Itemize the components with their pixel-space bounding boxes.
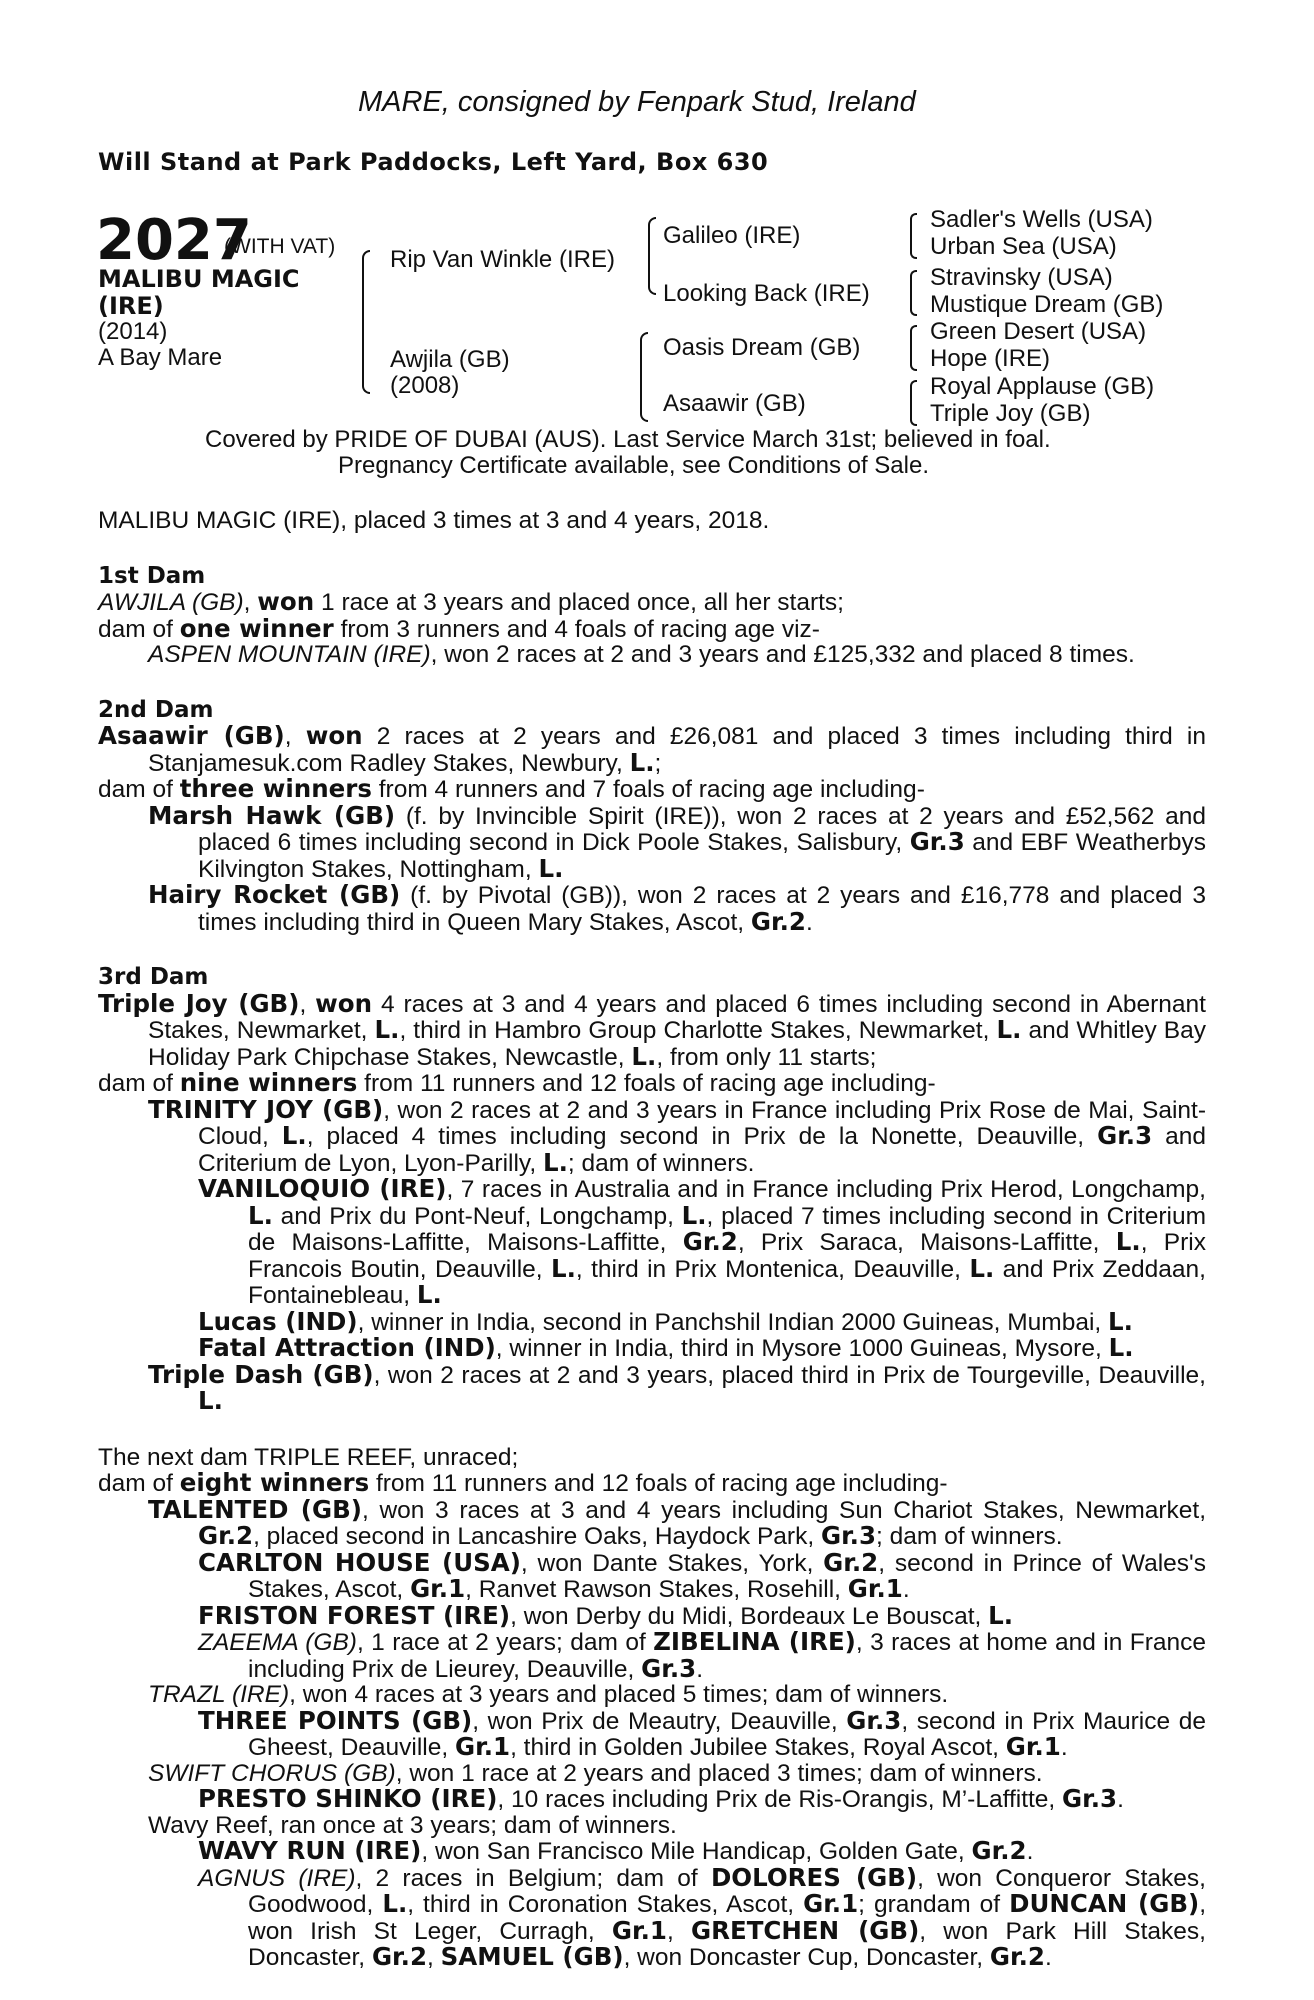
dam-line: Triple Joy (GB), won 4 races at 3 and 4 years and placed 6 times including second in Abernant Stakes, Newmarket, L., third in Hambro Group Charlotte Stakes, Newmarket, L. and Whitley Bay Holiday Park Chipchase Stakes, Newcastle, L., from only 11 starts; xyxy=(98,988,1206,1071)
produce-item: Fatal Attraction (IND), winner in India, third in Mysore 1000 Guineas, Mysore, L. xyxy=(198,1333,1134,1362)
produce-item: TRINITY JOY (GB), won 2 races at 2 and 3 years in France including Prix Rose de Mai, Saint-Cloud, L., placed 4 times including second in Prix de la Nonette, Deauville, Gr.3 and Criterium de Lyon, Lyon-Parilly, L.; dam of winners. xyxy=(148,1094,1206,1177)
produce-item: CARLTON HOUSE (USA), won Dante Stakes, York, Gr.2, second in Prince of Wales's Stakes, Ascot, Gr.1, Ranvet Rawson Stakes, Rosehill, Gr.1. xyxy=(198,1547,1206,1603)
horse-country: (IRE) xyxy=(98,292,164,320)
produce-item: TRAZL (IRE), won 4 races at 3 years and placed 5 times; dam of winners. xyxy=(148,1681,949,1708)
produce-item: THREE POINTS (GB), won Prix de Meautry, Deauville, Gr.3, second in Prix Maurice de Gheest, Deauville, Gr.1, third in Golden Jubilee Stakes, Royal Ascot, Gr.1. xyxy=(198,1705,1206,1761)
section-heading: 1st Dam xyxy=(98,562,206,589)
pedigree-brace-dam xyxy=(640,332,648,422)
dam-line: Asaawir (GB), won 2 races at 2 years and £26,081 and placed 3 times including third in Stanjamesuk.com Radley Stakes, Newbury, L.; xyxy=(98,721,1206,777)
pedigree-dam-year: (2008) xyxy=(390,372,460,399)
pedigree-sire-sire: Galileo (IRE) xyxy=(663,222,801,249)
produce-line: dam of three winners from 4 runners and 7 foals of racing age including- xyxy=(98,774,925,803)
lot-number: 2027 xyxy=(96,208,252,273)
produce-item: PRESTO SHINKO (IRE), 10 races including Prix de Ris-Orangis, M’-Laffitte, Gr.3. xyxy=(198,1784,1124,1813)
section-heading: 2nd Dam xyxy=(98,696,214,723)
produce-item: AGNUS (IRE), 2 races in Belgium; dam of DOLORES (GB), won Conqueror Stakes, Goodwood, L., third in Coronation Stakes, Ascot, Gr.1; grandam of DUNCAN (GB), won Irish St Leger, Curragh, Gr.1, GRETCHEN (GB), won Park Hill Stakes, Doncaster, Gr.2, SAMUEL (GB), won Doncaster Cup, Doncaster, Gr.2. xyxy=(198,1862,1207,1971)
pedigree-brace-sire xyxy=(648,217,656,295)
dam-line: The next dam TRIPLE REEF, unraced; xyxy=(98,1443,519,1471)
produce-item: FRISTON FOREST (IRE), won Derby du Midi, Bordeaux Le Bouscat, L. xyxy=(198,1600,1014,1630)
pedigree-g3: Stravinsky (USA) xyxy=(930,264,1113,291)
produce-line: dam of nine winners from 11 runners and 12 foals of racing age including- xyxy=(98,1068,936,1097)
stand-location: Will Stand at Park Paddocks, Left Yard, Box 630 xyxy=(98,148,769,176)
pedigree-brace-main xyxy=(362,250,370,394)
produce-item: Hairy Rocket (GB) (f. by Pivotal (GB)), won 2 races at 2 years and £16,778 and placed 3 times including third in Queen Mary Stakes, Ascot, Gr.2. xyxy=(148,880,1206,936)
produce-item: Marsh Hawk (GB) (f. by Invincible Spirit (IRE)), won 2 races at 2 years and £52,562 and placed 6 times including second in Dick Poole Stakes, Salisbury, Gr.3 and EBF Weatherbys Kilvington Stakes, Nottingham, L. xyxy=(148,800,1206,883)
produce-item: VANILOQUIO (IRE), 7 races in Australia and in France including Prix Herod, Longchamp, L. and Prix du Pont-Neuf, Longchamp, L., placed 7 times including second in Criterium de Maisons-Laffitte, Maisons-Laffitte, Gr.2, Prix Saraca, Maisons-Laffitte, L., Prix Francois Boutin, Deauville, L., third in Prix Montenica, Deauville, L. and Prix Zeddaan, Fontainebleau, L. xyxy=(198,1174,1207,1309)
pedigree-sire: Rip Van Winkle (IRE) xyxy=(390,246,615,273)
produce-item: WAVY RUN (IRE), won San Francisco Mile Handicap, Golden Gate, Gr.2. xyxy=(198,1836,1034,1865)
horse-year: (2014) xyxy=(98,318,168,345)
vat-note: (WITH VAT) xyxy=(224,235,336,258)
pedigree-brace-g34 xyxy=(910,270,917,316)
section-heading: 3rd Dam xyxy=(98,964,209,990)
produce-line: dam of eight winners from 11 runners and 12 foals of racing age including- xyxy=(98,1468,948,1497)
covered-note: Covered by PRIDE OF DUBAI (AUS). Last Service March 31st; believed in foal. xyxy=(205,426,1051,453)
pedigree-dam-dam: Asaawir (GB) xyxy=(663,390,806,417)
pedigree-g4: Mustique Dream (GB) xyxy=(930,291,1164,318)
pedigree-g5: Green Desert (USA) xyxy=(930,318,1147,345)
produce-item: Triple Dash (GB), won 2 races at 2 and 3 years, placed third in Prix de Tourgeville, Deauville, L. xyxy=(148,1359,1206,1415)
produce-item: Lucas (IND), winner in India, second in Panchshil Indian 2000 Guineas, Mumbai, L. xyxy=(198,1306,1133,1336)
pedigree-sire-dam: Looking Back (IRE) xyxy=(663,280,870,307)
produce-item: SWIFT CHORUS (GB), won 1 race at 2 years and placed 3 times; dam of winners. xyxy=(148,1759,1043,1787)
next-dam-section xyxy=(98,1445,1206,1971)
horse-description: A Bay Mare xyxy=(98,344,223,371)
pedigree-g2: Urban Sea (USA) xyxy=(930,233,1117,260)
pedigree-brace-g78 xyxy=(910,380,917,426)
first-dam-section xyxy=(98,564,1206,668)
pregnancy-note: Pregnancy Certificate available, see Conditions of Sale. xyxy=(338,452,929,479)
produce-item: ZAEEMA (GB), 1 race at 2 years; dam of ZIBELINA (IRE), 3 races at home and in France including Prix de Lieurey, Deauville, Gr.3. xyxy=(198,1627,1206,1683)
dam-line: AWJILA (GB), won 1 race at 3 years and placed once, all her starts; xyxy=(98,587,844,616)
second-dam-section xyxy=(98,698,1206,936)
pedigree-g7: Royal Applause (GB) xyxy=(930,373,1155,400)
horse-name: MALIBU MAGIC xyxy=(98,265,300,293)
intro-line: MALIBU MAGIC (IRE), placed 3 times at 3 and 4 years, 2018. xyxy=(98,507,770,534)
pedigree-brace-g56 xyxy=(910,325,917,371)
pedigree-brace-g12 xyxy=(910,213,917,259)
produce-item: TALENTED (GB), won 3 races at 3 and 4 years including Sun Chariot Stakes, Newmarket, Gr.2, placed second in Lancashire Oaks, Haydock Park, Gr.3; dam of winners. xyxy=(148,1494,1206,1550)
pedigree-dam: Awjila (GB) xyxy=(390,346,510,373)
page-title: MARE, consigned by Fenpark Stud, Ireland xyxy=(358,86,916,118)
produce-item: Wavy Reef, ran once at 3 years; dam of winners. xyxy=(148,1811,677,1839)
pedigree-g1: Sadler's Wells (USA) xyxy=(930,206,1153,233)
produce-item: ASPEN MOUNTAIN (IRE), won 2 races at 2 and 3 years and £125,332 and placed 8 times. xyxy=(148,641,1135,668)
pedigree-g6: Hope (IRE) xyxy=(930,345,1051,372)
produce-line: dam of one winner from 3 runners and 4 foals of racing age viz- xyxy=(98,613,820,643)
pedigree-g8: Triple Joy (GB) xyxy=(930,400,1091,427)
catalogue-body xyxy=(98,508,1206,1971)
pedigree-dam-sire: Oasis Dream (GB) xyxy=(663,334,861,361)
third-dam-section xyxy=(98,965,1206,1415)
